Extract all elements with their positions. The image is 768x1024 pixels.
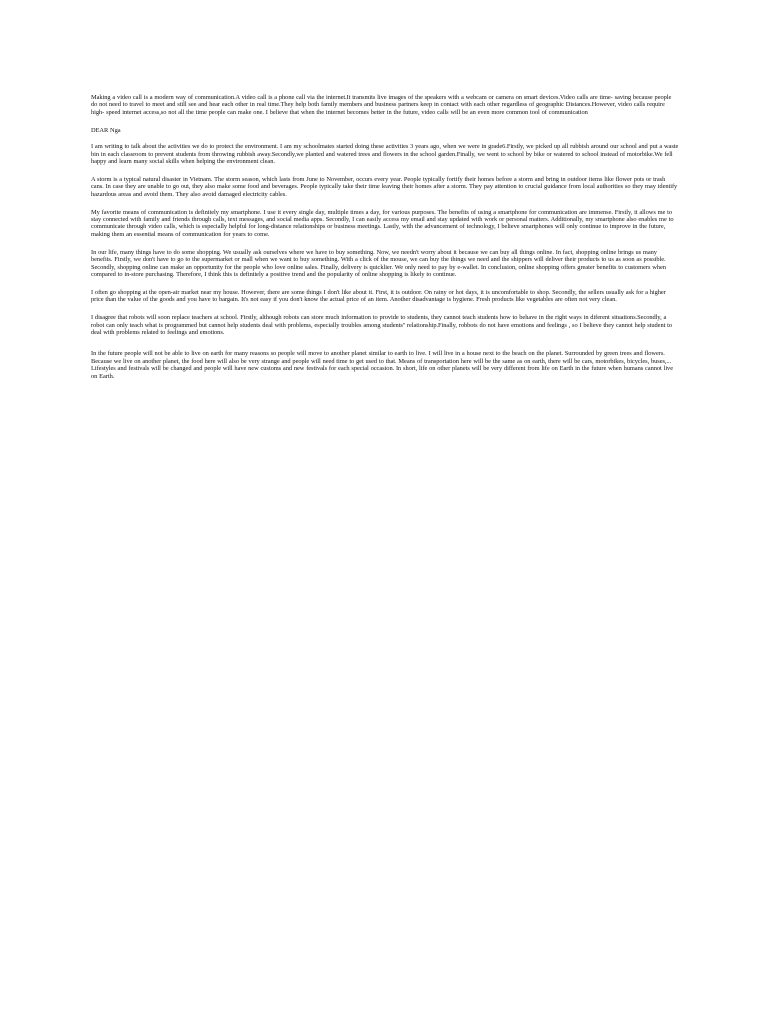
paragraph-online-shopping: In our life, many things have to do some shopping. We usually ask ourselves where we have to buy something. Now, we needn't worry about it because we can buy all things online. In fact, shopping online brings us many benefits. Firstly, we don't have to go to the supermarket or mall when we want to buy something. With a click of the mouse, we can buy the things we need and the shippers will deliver their products to us as soon as possible. Secondly, shopping online can make an opportunity for the people who love online sales. Finally, delivery is quicklier. We only need to pay by e-wallet. In conclusion, online shopping offers greater benefits to customers when compared to in-store purchasing. Therefore, I think this is definitely a positive trend and the popularity of online shopping is likely to continue.: [91, 248, 666, 278]
paragraph-future-planet: In the future people will not be able to live on earth for many reasons so people will move to another planet similar to earth to live. I will live in a house next to the beach on the planet. Surrounded by green trees and flowers. Because we live on another planet, the food here will also be very strange and people will need time to get used to that. Means of transportation here will be the same as on earth, there will be cars, motorbikes, bicycles, buses,... Lifestyles and festivals will be changed and people will have new customs and new festivals for each special occasion. In short, life on other planets will be very different from life on Earth in the future when humans cannot live on Earth.: [91, 350, 673, 380]
letter-salutation: DEAR Nga: [91, 126, 121, 134]
paragraph-storm: A storm is a typical natural disaster in Vietnam. The storm season, which lasts from June to November, occurs every year. People typically fortify their homes before a storm and bring in outdoor items like flower pots or trash cans. In case they are unable to go out, they also make some food and beverages. People typically take their time leaving their homes after a storm. They pay attention to crucial guidance from local authorities so they may identify hazardous areas and avoid them. They also avoid damaged electricity cables.: [91, 175, 678, 198]
paragraph-open-air-market: I often go shopping at the open-air market near my house. However, there are some things I don't like about it. First, it is outdoor. On rainy or hot days, it is uncomfortable to shop. Secondly, the sellers usually ask for a higher price than the value of the goods and you have to bargain. It's not easy if you don't know the actual price of an item. Another disadvantage is hygiene. Fresh products like vegetables are often not very clean.: [91, 288, 666, 304]
paragraph-environment: I am writing to talk about the activities we do to protect the environment. I am my schoolmates started doing these activities 3 years ago, when we were in grade6.Firstly, we picked up all rubbish around our school and put a waste bin in each classroom to prevent students from throwing rubbish away.Secondly,we planted and watered trees and flowers in the school garden.Finally, we went to school by bike or watered to school instead of motorbike.We fell happy and learn many social skills when helping the environment clean.: [91, 143, 679, 165]
document-page: [91, 94, 679, 390]
paragraph-smartphone: My favorite means of communication is definitely my smartphone. I use it every single day, multiple times a day, for various purposes. The benefits of using a smartphone for communication are immense. Firstly, it allows me to stay connected with family and friends through calls, text messages, and social media apps. Secondly, I can easily access my email and stay updated with work or personal matters. Additionally, my smartphone also enables me to communicate through video calls, which is especially helpful for long-distance relationships or business meetings. Lastly, with the advancement of technology, I believe smartphones will only continue to improve in the future, making them an essential means of communication for years to come.: [91, 208, 674, 238]
paragraph-robots: I disagree that robots will soon replace teachers at school. Firstly, although robots can store much information to provide to students, they cannot teach students how to behave in the right ways in diferent situations.Secondly, a robot can only teach what is programmed but cannot help students deal with problems, especially troubles among students'' relationship.Finally, robbots do not have emotions and feelings , so I believe they cannot help student to deal with problems related to feelings and emotions.: [91, 314, 673, 336]
paragraph-video-call: Making a video call is a modern way of communication.A video call is a phone call via the internet.It transmits live images of the speakers with a webcam or camera on smart devices.Video calls are time- saving because people do not need to travel to meet and still see and hear each other in real time.They help both family members and business partners keep in contact with each other regardless of geographic Distances.However, video calls require high- speed internet access,so not all the time people can make one. I believe that when the internet becomes better in the future, video calls will be an even more common tool of communication: [91, 94, 672, 116]
